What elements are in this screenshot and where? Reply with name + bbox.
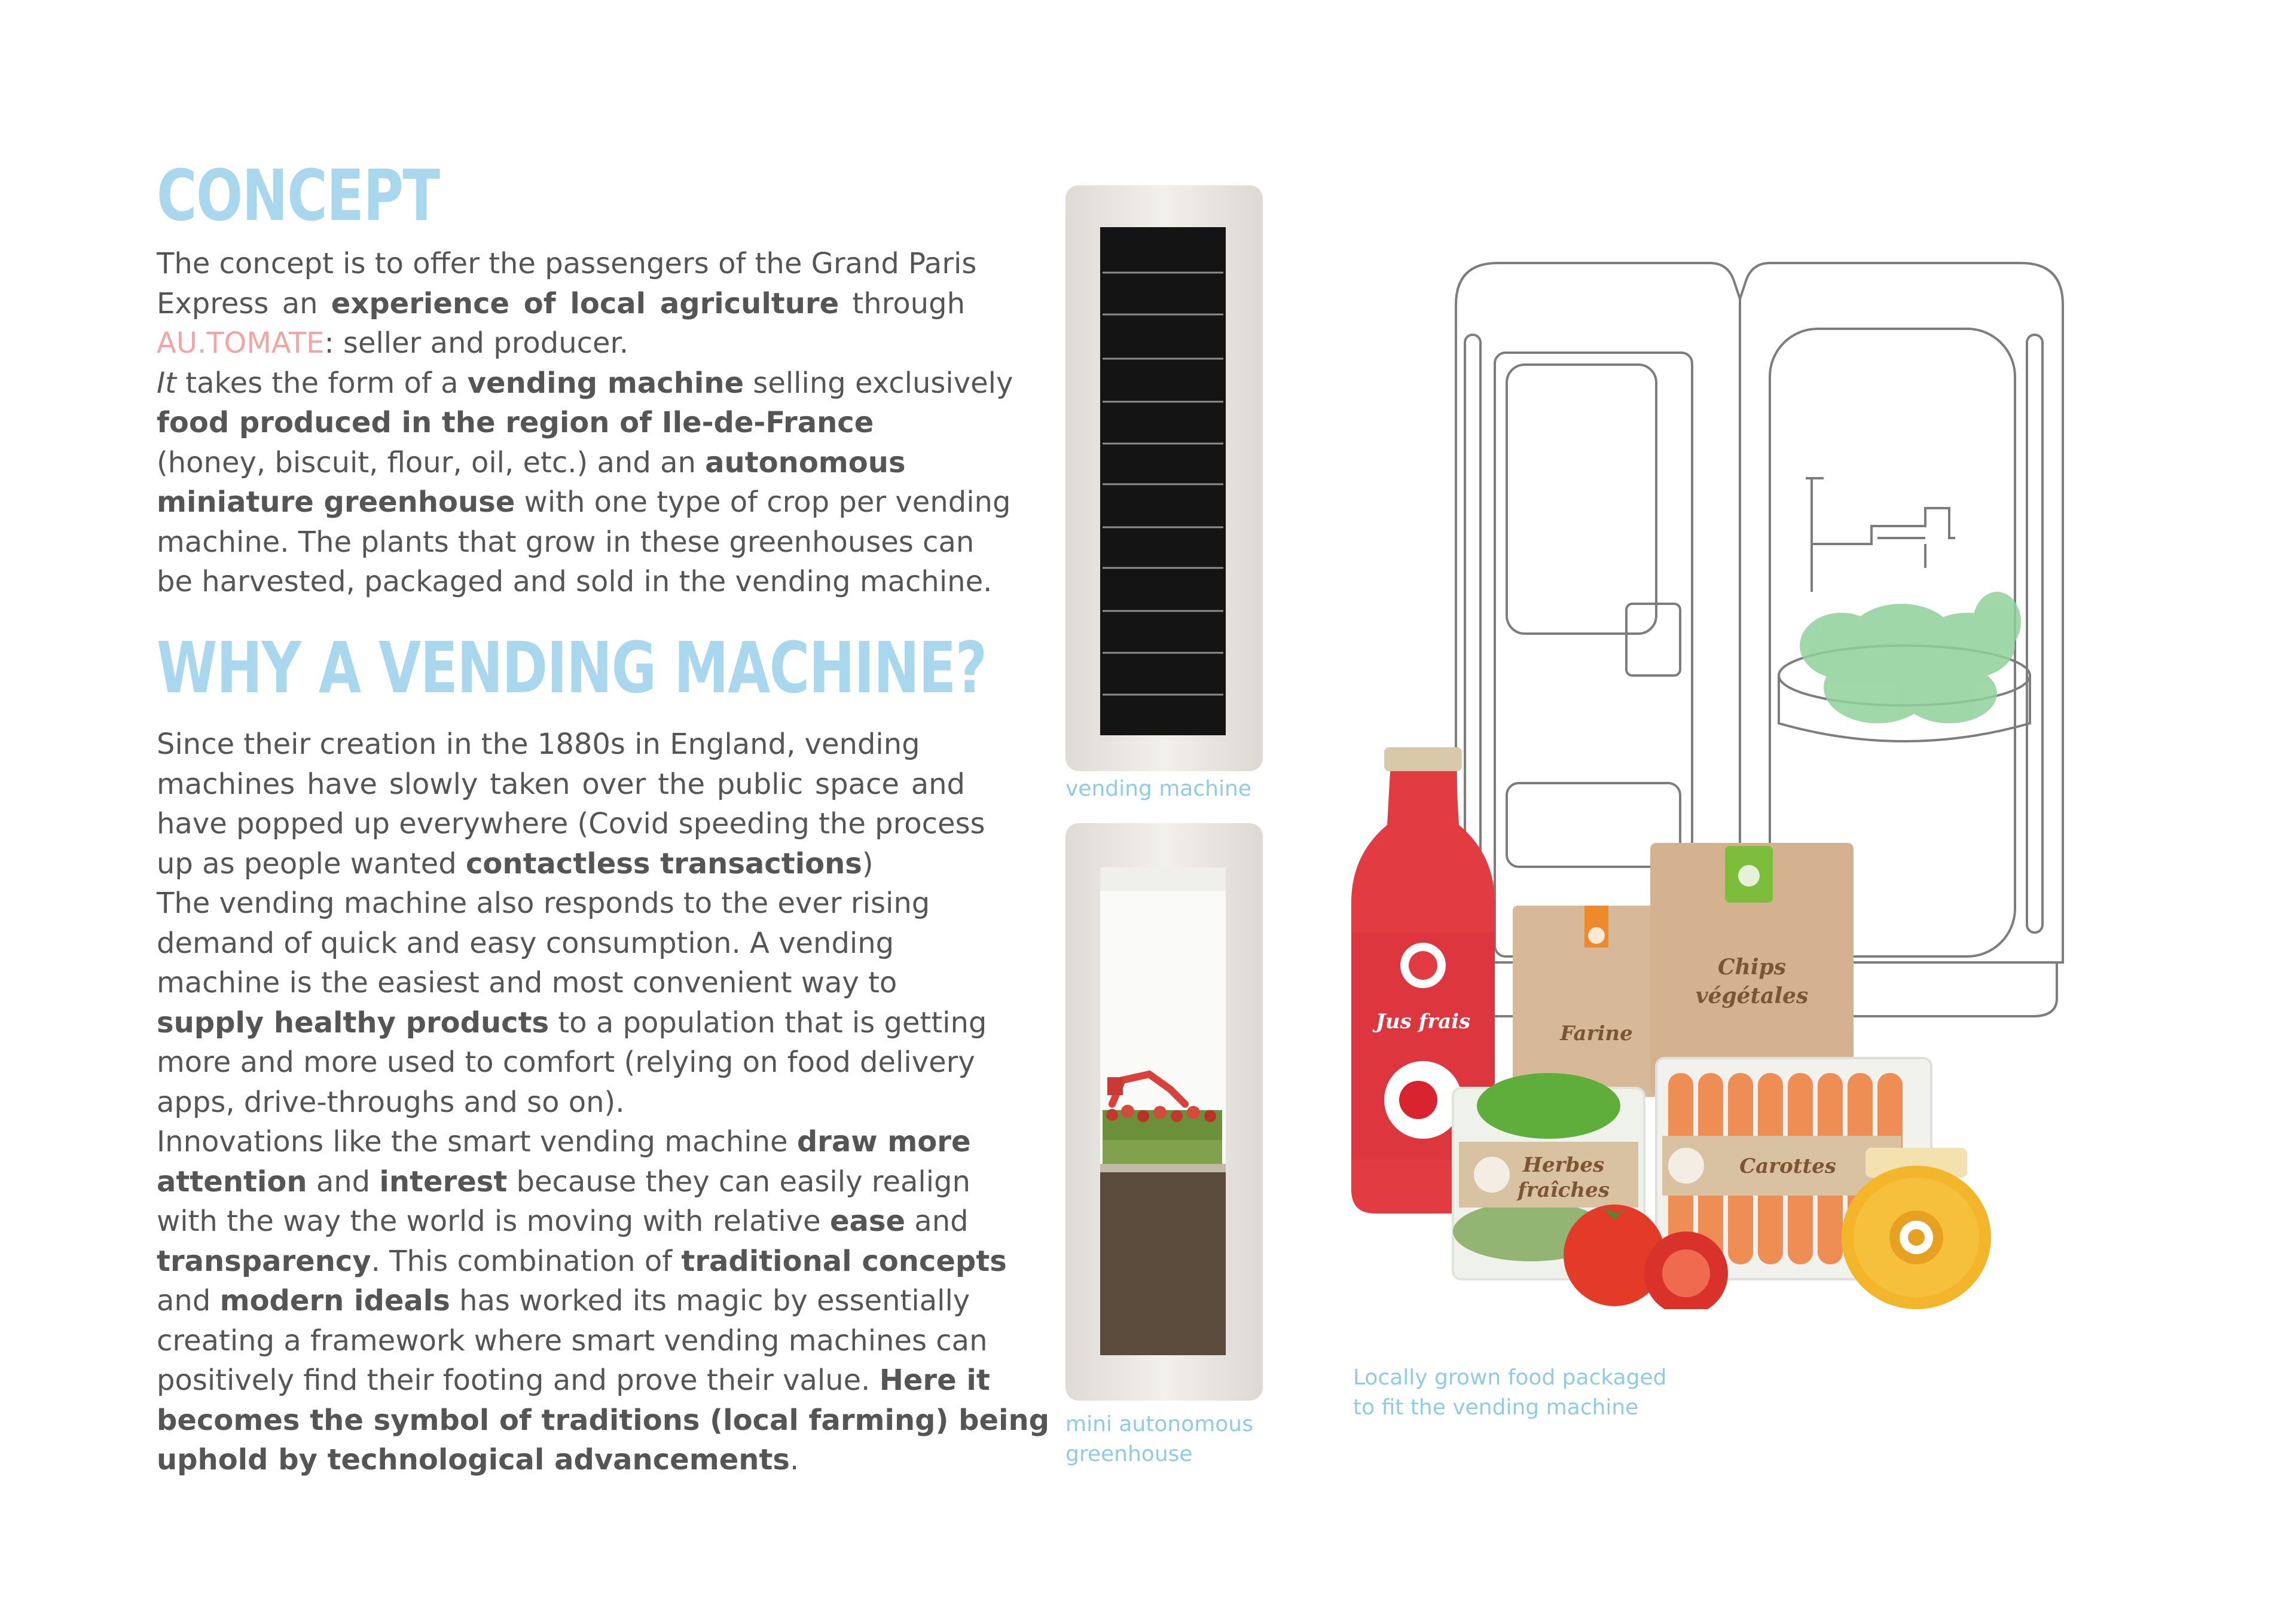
text-segment: The vending machine also responds to the ever rising xyxy=(157,887,930,920)
text-segment: with the way the world is moving with relative xyxy=(157,1205,830,1238)
bold-text: attention xyxy=(157,1164,307,1199)
italic-text: It xyxy=(157,366,176,400)
text-segment: The concept is to offer the passengers of the Grand Paris xyxy=(157,247,977,280)
text-line xyxy=(157,1202,969,1242)
chips-label-line2: végétales xyxy=(1695,983,1809,1008)
food-caption-line1: Locally grown food packaged xyxy=(1353,1365,1667,1390)
concept-paragraph xyxy=(157,244,1013,602)
text-segment: . This combination of xyxy=(371,1244,682,1278)
text-segment: machine. The plants that grow in these greenhouses can xyxy=(157,525,975,559)
text-line xyxy=(157,522,975,563)
bold-text: becomes the symbol of traditions (local farming) being xyxy=(157,1403,1050,1437)
chips-label-line1: Chips xyxy=(1718,955,1786,980)
bold-text: traditional concepts xyxy=(681,1244,1007,1278)
bold-text: ease xyxy=(829,1205,906,1238)
text-line xyxy=(157,1321,988,1361)
bold-text: autonomous xyxy=(705,445,906,479)
greenhouse-caption-line2: greenhouse xyxy=(1065,1442,1193,1466)
text-segment: to a population that is getting xyxy=(549,1005,987,1040)
text-segment: be harvested, packaged and sold in the vending machine. xyxy=(157,565,993,598)
greenhouse-image xyxy=(1065,823,1263,1401)
text-line xyxy=(157,1043,975,1083)
bold-text: modern ideals xyxy=(219,1284,450,1318)
text-line xyxy=(157,1083,965,1123)
bold-text: transparency xyxy=(157,1244,371,1278)
brand-name: AU.TOMATE xyxy=(157,326,325,360)
text-segment: selling exclusively xyxy=(744,366,1013,400)
text-segment: : seller and producer. xyxy=(324,326,629,360)
text-line xyxy=(157,403,965,443)
bold-text: contactless transactions xyxy=(465,846,862,881)
text-segment: creating a framework where smart vending machines can xyxy=(157,1324,988,1358)
food-products-illustration xyxy=(1351,257,2129,1309)
bold-text: miniature greenhouse xyxy=(157,485,515,519)
text-line xyxy=(157,804,985,844)
bold-text: food produced in the region of Ile-de-France xyxy=(157,406,874,439)
carrots-label: Carottes xyxy=(1739,1154,1836,1178)
text-segment: and xyxy=(157,1284,220,1318)
text-line xyxy=(157,765,965,805)
text-line xyxy=(157,1361,990,1401)
bold-text: draw more xyxy=(796,1125,971,1159)
text-segment: machines have slowly taken over the public space and xyxy=(157,767,965,801)
bold-text: experience of local agriculture xyxy=(331,286,839,320)
text-segment: Since their creation in the 1880s in England, vending xyxy=(157,728,920,761)
text-line xyxy=(157,844,965,884)
text-line xyxy=(157,963,965,1003)
text-segment: Innovations like the smart vending machine xyxy=(157,1125,797,1159)
text-line xyxy=(157,284,965,324)
text-line xyxy=(157,244,977,284)
text-line xyxy=(157,1122,971,1162)
text-line xyxy=(157,1242,1007,1282)
text-segment: because they can easily realign xyxy=(507,1164,970,1199)
text-segment: positively find their footing and prove their value. xyxy=(157,1364,880,1397)
text-segment: up as people wanted xyxy=(157,846,466,881)
text-line xyxy=(157,443,965,483)
text-segment: more and more used to comfort (relying on food delivery xyxy=(157,1046,975,1079)
text-segment: and xyxy=(905,1205,969,1238)
text-segment: . xyxy=(789,1443,799,1477)
bold-text: supply healthy products xyxy=(157,1005,549,1040)
text-line xyxy=(157,884,965,924)
bold-text: vending machine xyxy=(467,366,744,400)
text-line xyxy=(157,482,1011,522)
text-segment: and xyxy=(307,1164,380,1199)
juice-label: Jus frais xyxy=(1375,1010,1471,1034)
food-caption-line2: to fit the vending machine xyxy=(1353,1395,1639,1420)
text-line xyxy=(157,1162,970,1202)
text-segment: apps, drive-throughs and so on). xyxy=(157,1085,625,1119)
bold-text: interest xyxy=(379,1164,508,1199)
text-segment: (honey, biscuit, flour, oil, etc.) and an xyxy=(157,445,706,479)
text-segment: have popped up everywhere (Covid speeding the process xyxy=(157,807,985,840)
text-line xyxy=(157,363,1013,404)
bold-text: uphold by technological advancements xyxy=(157,1443,790,1477)
text-line xyxy=(157,924,965,964)
text-line xyxy=(157,1003,987,1043)
flour-label: Farine xyxy=(1560,1022,1633,1046)
text-line xyxy=(157,725,965,765)
text-line xyxy=(157,562,993,602)
vending-machine-image xyxy=(1065,185,1263,771)
text-segment: Express an xyxy=(157,286,331,320)
text-segment: machine is the easiest and most convenient way to xyxy=(157,966,897,1000)
text-segment: ) xyxy=(862,846,874,881)
vending-machine-caption: vending machine xyxy=(1065,777,1251,801)
concept-heading: CONCEPT xyxy=(157,154,439,237)
why-heading: WHY A VENDING MACHINE? xyxy=(157,626,987,709)
text-segment: demand of quick and easy consumption. A vending xyxy=(157,926,894,960)
text-segment: with one type of crop per vending xyxy=(515,485,1011,519)
herbs-label-line2: fraîches xyxy=(1518,1178,1610,1202)
text-segment: through xyxy=(839,286,965,320)
text-line xyxy=(157,323,965,363)
bold-text: Here it xyxy=(879,1364,990,1397)
text-segment: has worked its magic by essentially xyxy=(450,1284,970,1318)
text-line xyxy=(157,1401,1050,1441)
text-segment: takes the form of a xyxy=(176,366,468,400)
herbs-label-line1: Herbes xyxy=(1522,1153,1605,1177)
text-line xyxy=(157,1440,965,1480)
text-line xyxy=(157,1281,970,1321)
greenhouse-caption-line1: mini autonomous xyxy=(1065,1412,1253,1436)
why-paragraph xyxy=(157,725,1050,1480)
